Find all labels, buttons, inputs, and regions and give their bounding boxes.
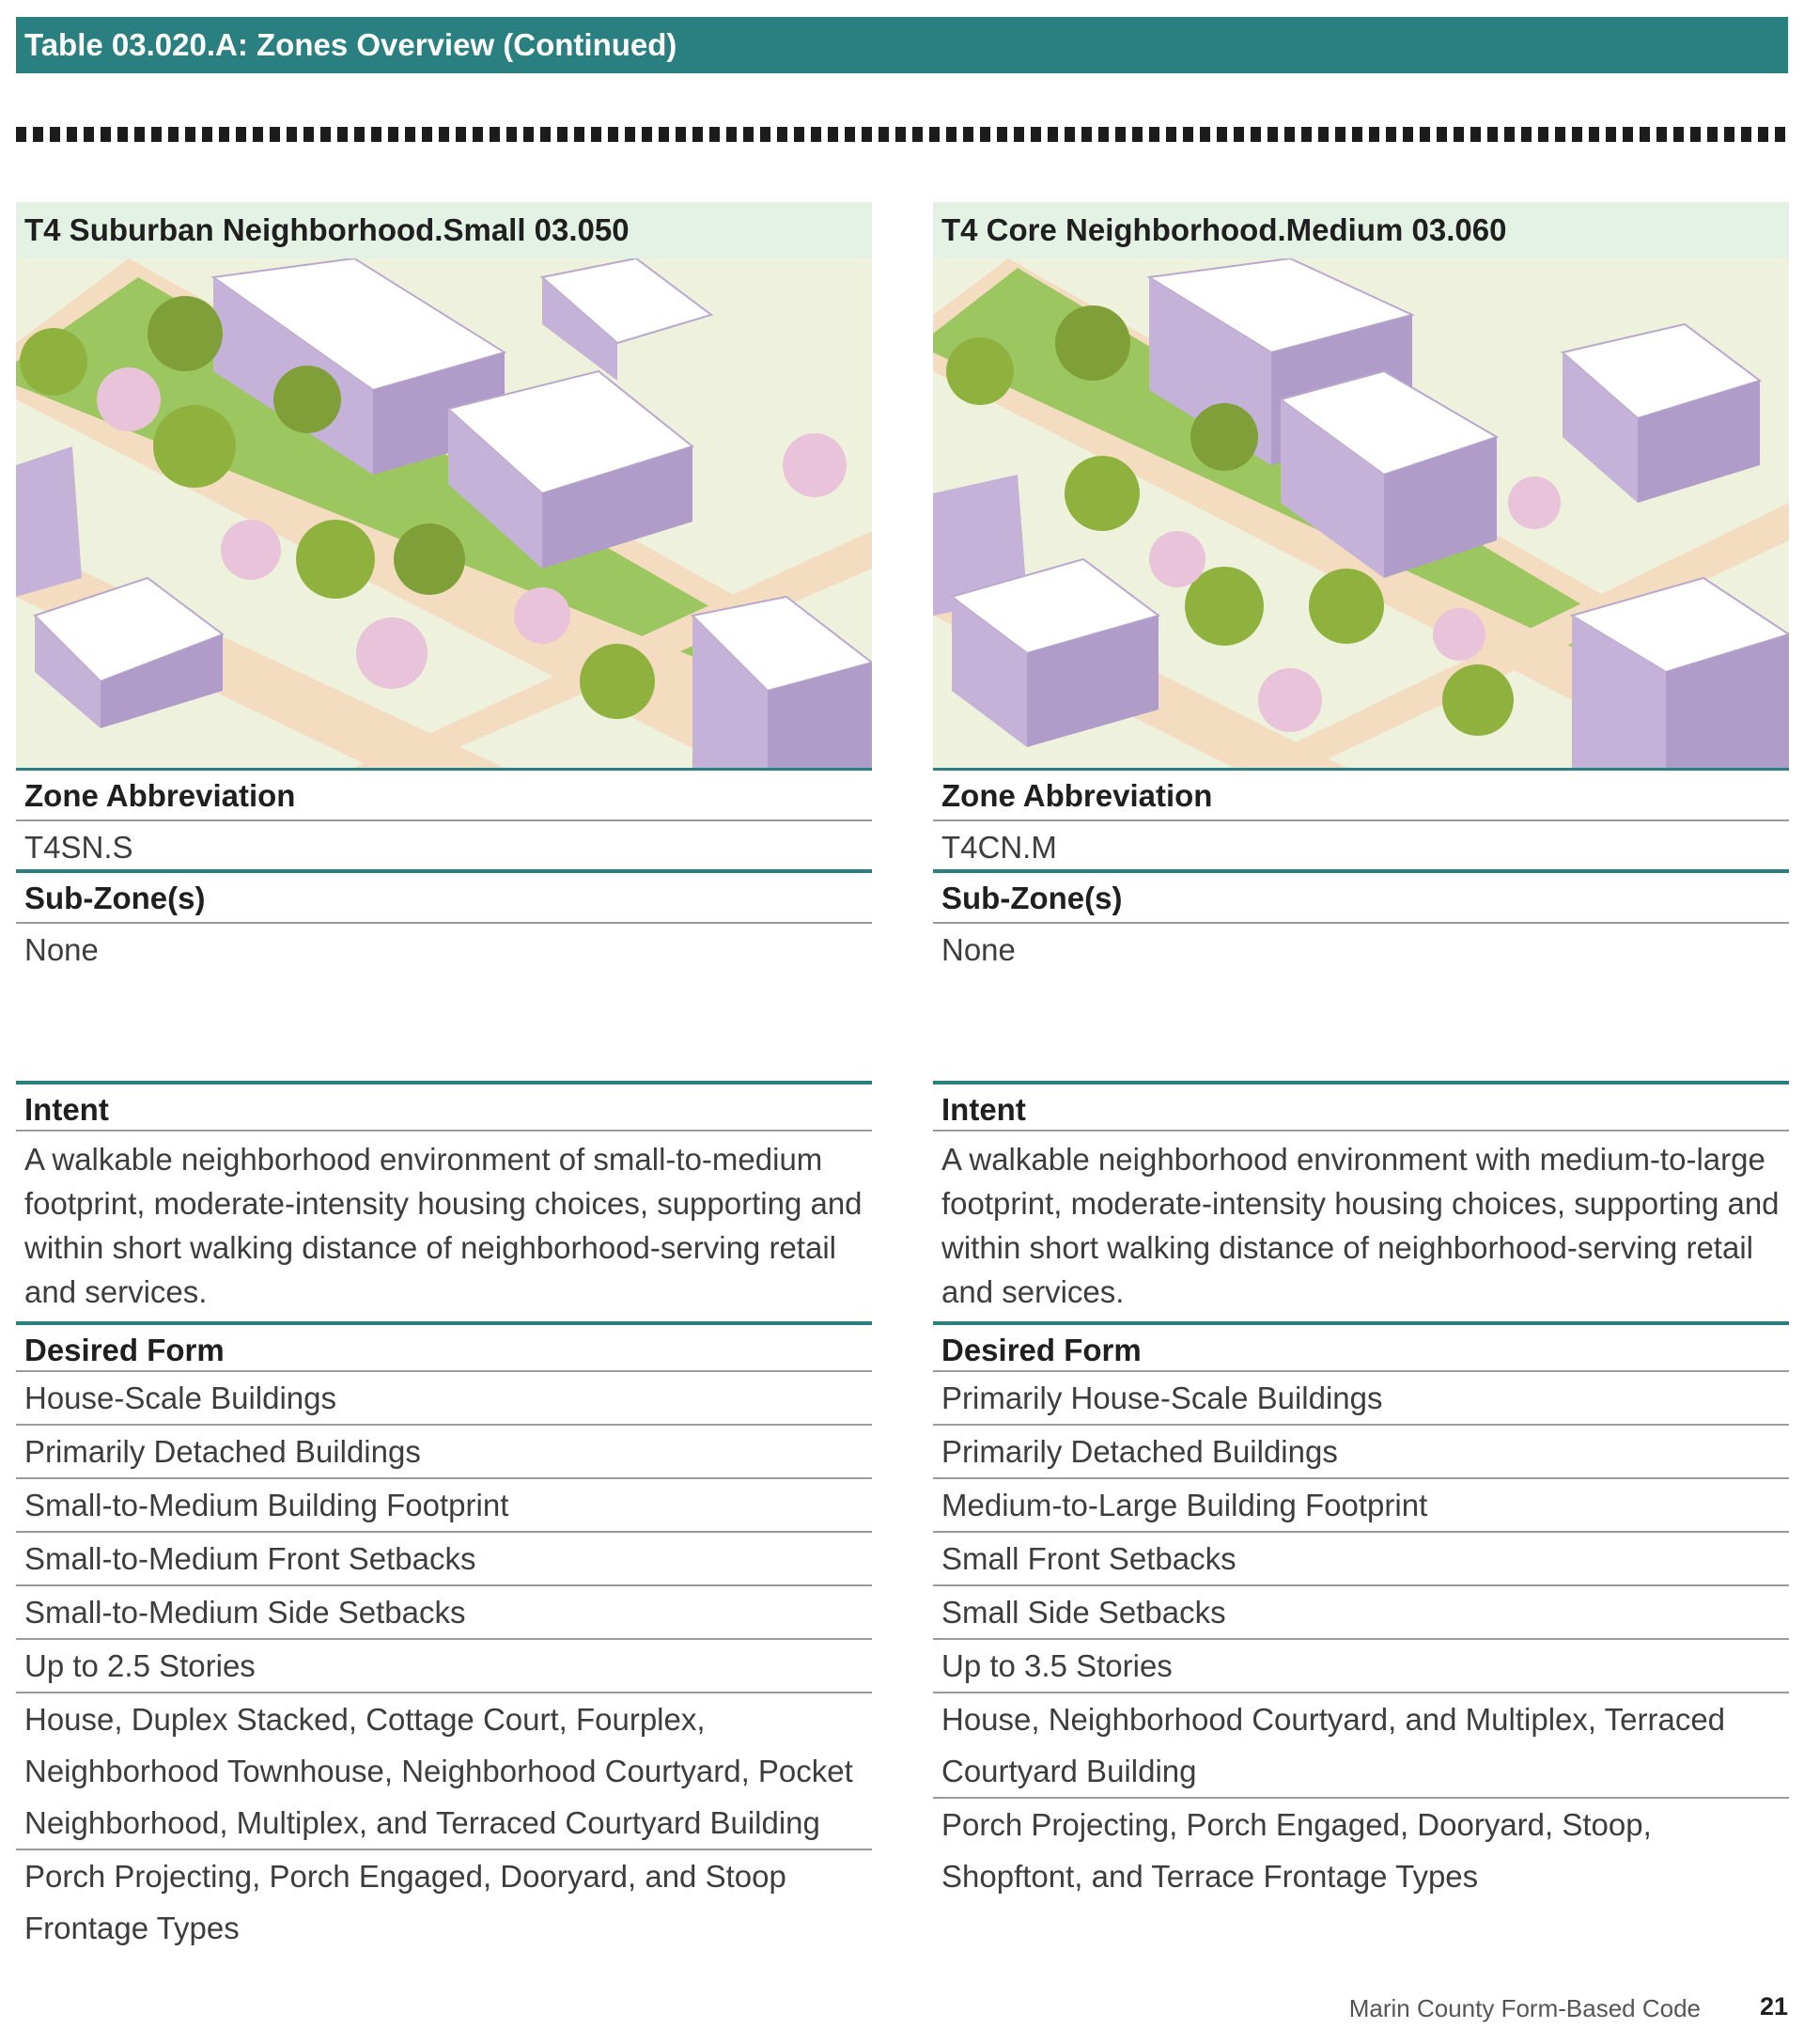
list-item: Small-to-Medium Side Setbacks <box>16 1586 872 1640</box>
zone-illustration-image <box>16 258 872 771</box>
zone-abbreviation-label: Zone Abbreviation <box>16 771 872 821</box>
intent-text: A walkable neighborhood environment with medium-to-large footprint, moderate-intensity housing choices, supporting and within short walking distance of neighborhood-serving retail and services. <box>941 1142 1780 1309</box>
desired-form-list <box>933 1372 1789 1902</box>
subzones-label: Sub-Zone(s) <box>933 873 1789 924</box>
zone-abbreviation-label: Zone Abbreviation <box>933 771 1789 821</box>
list-item: Up to 2.5 Stories <box>16 1640 872 1693</box>
list-item: Porch Projecting, Porch Engaged, Dooryard, and Stoop Frontage Types <box>24 1859 786 1945</box>
subzones-value: None <box>941 932 1016 967</box>
page-number: 21 <box>1759 1992 1788 2021</box>
list-item: Primarily House-Scale Buildings <box>933 1372 1789 1426</box>
intent-label: Intent <box>16 1081 872 1131</box>
list-item: Small-to-Medium Front Setbacks <box>16 1533 872 1586</box>
intent-text: A walkable neighborhood environment of small-to-medium footprint, moderate-intensity housing choices, supporting and within short walking distance of neighborhood-serving retail and services. <box>24 1142 863 1309</box>
dashed-divider <box>16 127 1788 142</box>
subzones-label: Sub-Zone(s) <box>16 873 872 924</box>
list-item: Medium-to-Large Building Footprint <box>933 1479 1789 1533</box>
intent-label: Intent <box>933 1081 1789 1131</box>
list-item: House, Duplex Stacked, Cottage Court, Fourplex, Neighborhood Townhouse, Neighborhood Courtyard, Pocket Neighborhood, Multiplex, and Terraced Courtyard Building <box>16 1693 872 1850</box>
desired-form-label: Desired Form <box>933 1321 1789 1372</box>
list-item: Primarily Detached Buildings <box>16 1426 872 1479</box>
zone-abbreviation-value: T4SN.S <box>16 821 872 873</box>
table-title: Table 03.020.A: Zones Overview (Continued) <box>16 17 1788 73</box>
zone-abbreviation-value: T4CN.M <box>933 821 1789 873</box>
desired-form-list <box>16 1372 872 1954</box>
desired-form-label: Desired Form <box>16 1321 872 1372</box>
list-item: Small Side Setbacks <box>933 1586 1789 1640</box>
zone-illustration-image <box>933 258 1789 771</box>
footer-title: Marin County Form-Based Code <box>1348 1994 1701 2022</box>
zone-title: T4 Core Neighborhood.Medium 03.060 <box>933 202 1789 258</box>
zone-column-t4sn-s <box>16 202 872 1954</box>
list-item: House-Scale Buildings <box>16 1372 872 1426</box>
list-item: House, Neighborhood Courtyard, and Multiplex, Terraced Courtyard Building <box>933 1693 1789 1799</box>
zone-column-t4cn-m <box>933 202 1789 1902</box>
list-item: Small Front Setbacks <box>933 1533 1789 1586</box>
list-item: Porch Projecting, Porch Engaged, Dooryard, Stoop, Shopftont, and Terrace Frontage Types <box>941 1807 1652 1894</box>
list-item: Up to 3.5 Stories <box>933 1640 1789 1693</box>
list-item: Primarily Detached Buildings <box>933 1426 1789 1479</box>
zone-title: T4 Suburban Neighborhood.Small 03.050 <box>16 202 872 258</box>
subzones-value: None <box>24 932 99 967</box>
list-item: Small-to-Medium Building Footprint <box>16 1479 872 1533</box>
